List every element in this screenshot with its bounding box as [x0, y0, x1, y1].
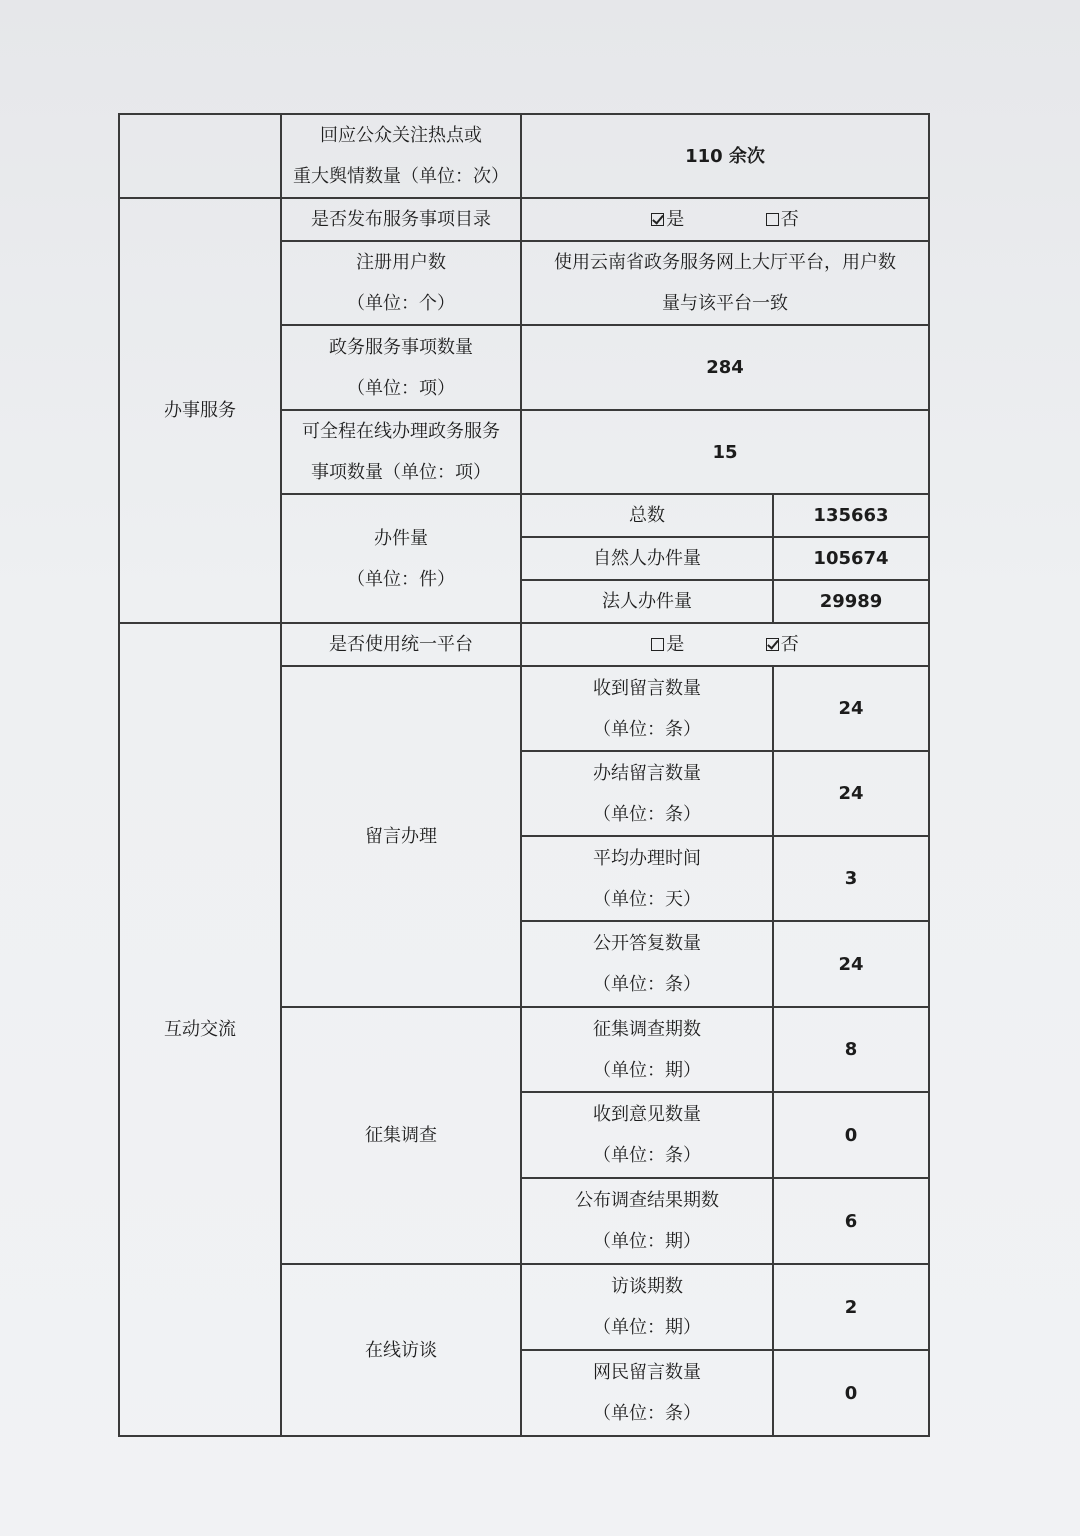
closed-label: 办结留言数量 （单位：条） — [521, 751, 773, 836]
statistics-table — [118, 113, 930, 1437]
platform-no-option[interactable]: 否 — [766, 624, 799, 665]
empty-cell — [119, 114, 281, 198]
received-value: 24 — [773, 666, 929, 751]
messages-group-label: 留言办理 — [281, 666, 521, 1007]
opinions-label: 收到意见数量 （单位：条） — [521, 1092, 773, 1178]
volume-natural-label: 自然人办件量 — [521, 537, 773, 580]
interview-periods-value: 2 — [773, 1264, 929, 1350]
volume-label: 办件量 （单位：件） — [281, 494, 521, 623]
survey-periods-value: 8 — [773, 1007, 929, 1092]
hotspot-label: 回应公众关注热点或 重大舆情数量（单位：次） — [281, 114, 521, 198]
section-interaction-label: 互动交流 — [119, 623, 281, 1436]
avgtime-label: 平均办理时间 （单位：天） — [521, 836, 773, 921]
checked-box-icon — [766, 638, 779, 651]
received-label: 收到留言数量 （单位：条） — [521, 666, 773, 751]
catalog-yes-option[interactable]: 是 — [651, 199, 684, 240]
closed-value: 24 — [773, 751, 929, 836]
interview-group-label: 在线访谈 — [281, 1264, 521, 1436]
results-label: 公布调查结果期数 （单位：期） — [521, 1178, 773, 1264]
unchecked-box-icon — [766, 213, 779, 226]
public-label: 公开答复数量 （单位：条） — [521, 921, 773, 1007]
platform-label: 是否使用统一平台 — [281, 623, 521, 666]
platform-options — [521, 623, 929, 666]
interview-periods-label: 访谈期数 （单位：期） — [521, 1264, 773, 1350]
netizen-value: 0 — [773, 1350, 929, 1436]
volume-total-label: 总数 — [521, 494, 773, 537]
platform-yes-option[interactable]: 是 — [651, 624, 684, 665]
online-value: 15 — [521, 410, 929, 494]
netizen-label: 网民留言数量 （单位：条） — [521, 1350, 773, 1436]
unchecked-box-icon — [651, 638, 664, 651]
opinions-value: 0 — [773, 1092, 929, 1178]
section-service-label: 办事服务 — [119, 198, 281, 623]
table-row — [119, 198, 929, 241]
online-label: 可全程在线办理政务服务 事项数量（单位：项） — [281, 410, 521, 494]
users-label: 注册用户数 （单位：个） — [281, 241, 521, 325]
results-value: 6 — [773, 1178, 929, 1264]
items-value: 284 — [521, 325, 929, 410]
survey-group-label: 征集调查 — [281, 1007, 521, 1264]
catalog-no-option[interactable]: 否 — [766, 199, 799, 240]
volume-legal-label: 法人办件量 — [521, 580, 773, 623]
users-value: 使用云南省政务服务网上大厅平台，用户数 量与该平台一致 — [521, 241, 929, 325]
survey-periods-label: 征集调查期数 （单位：期） — [521, 1007, 773, 1092]
catalog-options — [521, 198, 929, 241]
table-row — [119, 623, 929, 666]
table-row — [119, 114, 929, 198]
volume-legal-value: 29989 — [773, 580, 929, 623]
items-label: 政务服务事项数量 （单位：项） — [281, 325, 521, 410]
checked-box-icon — [651, 213, 664, 226]
volume-natural-value: 105674 — [773, 537, 929, 580]
avgtime-value: 3 — [773, 836, 929, 921]
catalog-label: 是否发布服务事项目录 — [281, 198, 521, 241]
volume-total-value: 135663 — [773, 494, 929, 537]
hotspot-value: 110 余次 — [521, 114, 929, 198]
public-value: 24 — [773, 921, 929, 1007]
